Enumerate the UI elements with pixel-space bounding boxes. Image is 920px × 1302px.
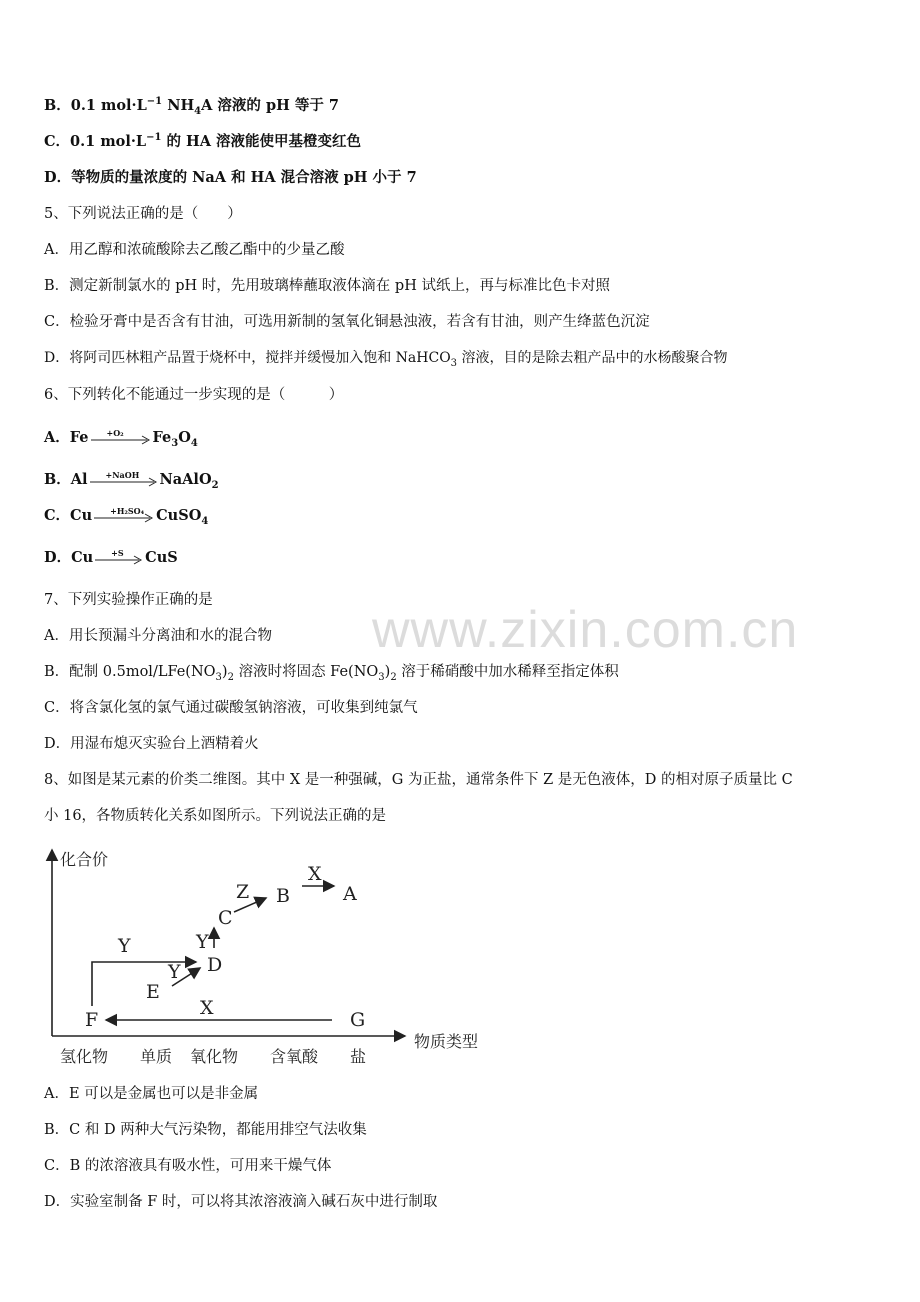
q7-option-b-part: )	[384, 664, 391, 680]
q8-stem-line1: 8、如图是某元素的价类二维图。其中 X 是一种强碱，G 为正盐，通常条件下 Z 是无色液体，D 的相对原子质量比 C	[44, 772, 793, 788]
subscript: 4	[201, 515, 209, 527]
q5-option-c: C．检验牙膏中是否含有甘油，可选用新制的氢氧化铜悬浊液，若含有甘油，则产生绛蓝色沉淀	[44, 314, 650, 330]
reactant: Cu	[70, 507, 93, 524]
reactant: Cu	[71, 549, 94, 566]
node-d: D	[207, 954, 223, 976]
q4-option-b	[44, 96, 339, 116]
reagent-x-bottom: X	[200, 997, 214, 1019]
valence-class-diagram	[40, 840, 500, 1072]
q8-option-d: D．实验室制备 F 时，可以将其浓溶液滴入碱石灰中进行制取	[44, 1194, 438, 1210]
x-category-salt: 盐	[350, 1047, 367, 1066]
superscript: −1	[146, 96, 163, 108]
reagent-z: Z	[236, 881, 250, 903]
node-f: F	[85, 1009, 99, 1031]
reagent-label: +S	[111, 548, 124, 558]
product: CuS	[145, 549, 178, 566]
node-c: C	[218, 907, 233, 929]
product: Fe	[152, 429, 172, 446]
reaction-arrow	[89, 428, 153, 448]
q7-option-d: D．用湿布熄灭实验台上酒精着火	[44, 736, 259, 752]
product: CuSO	[156, 507, 202, 524]
subscript: 2	[227, 671, 234, 683]
q4-option-c-text: C．0.1 mol·L	[44, 133, 147, 150]
q6-option-b	[44, 470, 219, 490]
q7-option-b-part: )	[221, 664, 228, 680]
superscript: −1	[146, 132, 162, 144]
x-category-hydride: 氢化物	[60, 1047, 109, 1066]
q5-option-a: A．用乙醇和浓硫酸除去乙酸乙酯中的少量乙酸	[44, 242, 345, 258]
q5-option-b: B．测定新制氯水的 pH 时，先用玻璃棒蘸取液体滴在 pH 试纸上，再与标准比色卡对照	[44, 278, 610, 294]
q6-option-c	[44, 506, 208, 526]
q5-stem: 5、下列说法正确的是（ ）	[44, 206, 242, 222]
reagent-label: +H₂SO₄	[110, 506, 145, 516]
product: NaAlO	[159, 471, 212, 488]
x-axis-label: 物质类型	[414, 1032, 479, 1051]
reagent-label: +NaOH	[105, 470, 140, 480]
product-mid: O	[178, 429, 191, 446]
node-b: B	[276, 885, 290, 907]
q8-option-c: C．B 的浓溶液具有吸水性，可用来干燥气体	[44, 1158, 332, 1174]
reaction-arrow	[93, 548, 145, 568]
q7-option-c: C．将含氯化氢的氯气通过碳酸氢钠溶液，可收集到纯氯气	[44, 700, 418, 716]
subscript: 4	[194, 105, 202, 117]
q7-option-a: A．用长预漏斗分离油和水的混合物	[44, 628, 272, 644]
node-g: G	[350, 1009, 366, 1031]
x-category-oxide: 氧化物	[190, 1047, 239, 1066]
q7-option-b-part: B．配制 0.5mol/LFe(NO	[44, 664, 216, 680]
x-category-oxyacid: 含氧酸	[270, 1047, 319, 1066]
q5-option-d-text-post: 溶液，目的是除去粗产品中的水杨酸聚合物	[457, 350, 728, 366]
q4-option-b-text-post: A 溶液的 pH 等于 7	[201, 97, 339, 114]
node-e: E	[146, 981, 160, 1003]
reagent-y-e: Y	[168, 961, 181, 983]
subscript: 2	[211, 479, 219, 491]
q5-option-d-text: D．将阿司匹林粗产品置于烧杯中，搅拌并缓慢加入饱和 NaHCO	[44, 350, 451, 366]
subscript: 3	[215, 671, 222, 683]
subscript: 3	[171, 437, 179, 449]
reagent-x-top: X	[308, 863, 322, 885]
q8-stem-line2: 小 16，各物质转化关系如图所示。下列说法正确的是	[44, 808, 387, 824]
q4-option-b-text-mid: NH	[162, 97, 195, 114]
x-category-element: 单质	[140, 1047, 173, 1066]
subscript: 3	[378, 671, 385, 683]
reagent-y-c: Y	[196, 931, 209, 953]
subscript: 4	[190, 437, 198, 449]
arrow-icon	[89, 428, 153, 448]
reagent-y-top: Y	[118, 935, 131, 957]
q4-option-c	[44, 132, 361, 152]
subscript: 3	[450, 357, 458, 369]
q7-option-b	[44, 662, 619, 682]
q4-option-b-text: B．0.1 mol·L	[44, 97, 147, 114]
q8-option-b: B．C 和 D 两种大气污染物，都能用排空气法收集	[44, 1122, 367, 1138]
q6-option-a	[44, 428, 198, 448]
reaction-arrow	[88, 470, 160, 490]
arrow-icon	[92, 506, 156, 526]
q4-option-c-text-post: 的 HA 溶液能使甲基橙变红色	[161, 133, 362, 150]
q6-option-d	[44, 548, 178, 568]
reactant: Al	[70, 471, 88, 488]
q7-option-b-part: 溶液时将固态 Fe(NO	[233, 664, 379, 680]
subscript: 2	[390, 671, 397, 683]
option-tag: C．	[44, 507, 71, 524]
q8-option-a: A．E 可以是金属也可以是非金属	[44, 1086, 259, 1102]
q5-option-d	[44, 348, 728, 368]
reaction-arrow	[92, 506, 156, 526]
q7-stem: 7、下列实验操作正确的是	[44, 592, 213, 608]
q4-option-d: D．等物质的量浓度的 NaA 和 HA 混合溶液 pH 小于 7	[44, 169, 417, 186]
q6-stem: 6、下列转化不能通过一步实现的是（ ）	[44, 387, 344, 403]
option-tag: D．	[44, 549, 72, 566]
arrow-icon	[93, 548, 145, 568]
reagent-label: +O₂	[106, 428, 124, 438]
watermark: www.zixin.com.cn	[372, 601, 799, 659]
q7-option-b-part: 溶于稀硝酸中加水稀释至指定体积	[396, 664, 619, 680]
node-a: A	[343, 883, 357, 905]
option-tag: A．	[44, 429, 70, 446]
y-axis-label: 化合价	[60, 850, 109, 869]
reactant: Fe	[69, 429, 89, 446]
option-tag: B．	[44, 471, 71, 488]
arrow-icon	[88, 470, 160, 490]
